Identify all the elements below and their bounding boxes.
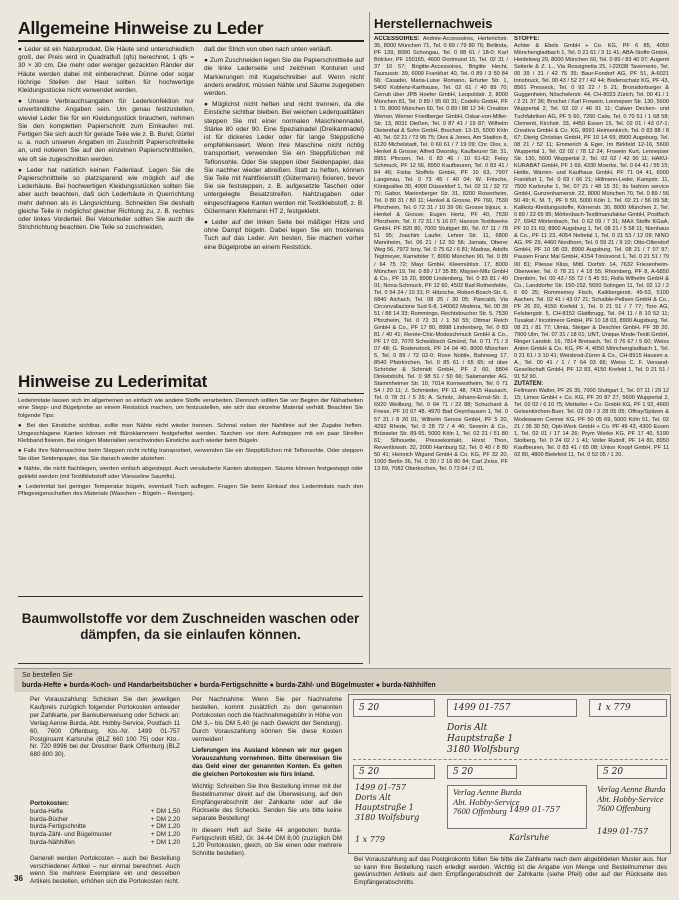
porto-title: Portokosten: (30, 800, 69, 807)
leder-para-7: Leder auf der linken Seite bei mäßiger Hitze und ohne Dampf bügeln. Dabei legen Sie ein trockenes Tuch auf das Leder. Am besten, Sie machen vorher eine Bügelprobe an einem Reststück. (204, 219, 365, 251)
order-header-items: burda-Hefte ● burda-Koch- und Handarbeitsbücher ● burda-Fertigschnitte ● burda-Zähl- und Bügelmuster ● burda-Nähhilfen (22, 682, 436, 689)
place: Karlsruhe (509, 833, 550, 842)
lederimitat-text (18, 398, 363, 502)
sender-name: Doris Alt (447, 723, 488, 733)
account-center: 1499 01-757 (509, 805, 561, 814)
bullet-icon: ● (18, 166, 25, 174)
porto-row: burda-Hefte + DM 1,50 (30, 807, 180, 815)
sender-name-copy: Doris Alt (355, 793, 391, 802)
sender-city-copy: 3180 Wolfsburg (355, 813, 420, 822)
porto-row: burda-Fertigschnitte + DM 1,20 (30, 823, 180, 831)
recipient-stamp: Verlag Aenne Burda Abt. Hobby-Service 7600 Offenburg (453, 787, 522, 816)
lederimitat-tip-1: ● Bei den Einstiche sichtbar, sollte man Nähte nicht wieder trennen. Schmal neben der Nahtlinie auf der Zugabe heften. Umgeschlagene Kanten können mit Büroklammern festgeheftet werden. Taschen vor dem Aufsteppen mit ein paar Streifen Klebband fixieren. Bei einigen Materialien verschwinden Einstiche auch wieder beim Bügeln. (18, 423, 363, 445)
stoffe-label: STOFFE: (514, 36, 540, 42)
column-divider (369, 12, 370, 664)
porto-row: burda-Bücher + DM 2,20 (30, 815, 180, 823)
stoffe-list: Achter & Ebels GmbH + Co. KG, PF 6 85, 4050 Mönchengladbach 1, Tel. 0 21 61 / 3 11 41; ABA-Stoffe GmbH, Heidelweg 29, 8000 München 60, Tel. 0 89 / 83 40 97; Augenti Seiterle & Z. L., Via Rossignetta 25, I-22038 Tavernerio, Tel. 00 39 / 31 / 42 75 35; Baur-Fondorf AG, PF 51, A-6021 Innsbruck, Tel. 00 43 / 52 27 / 42 44; Bodenschatz KG, PF 43, 8561 Presseck, Tel. 0 92 22 / 5 21; Bronsdorburger & Guggenheim, Nöschelerstr. 44, CH-8023 Zürich, Tel. 00 41 / 1 / 2 21 37 36; Brochet / Karl Frowein, Lennepser Str. 130, 5600 Wuppertal 2, Tel. 02 02 / 46 91 11; Calwer Decken- und Tuchfabriken AG, PF 5 60, 7260 Calw, Tel. 0 70 51 / 1 68 58; Clementi, Kirchstr. 33, 4450 Essen 15, Tel. 02 01 / 43 07-1; Creativa GmbH & Co. KG, 8991 Heimenkirch, Tel. 0 83 88 / 8 67; Dierig Christian GmbH, PF 10 14 69, 8900 Augsburg, Tel. 08 21 / 52 11; Emmerich & Eger, Im Birkfeld 12-16, 5600 Wuppertal 1, Tel. 02 02 / 78 12 24; Frowein Kurt, Lennepser Str. 130, 5600 Wuppertal 2, Tel. 02 02 / 42 90 11; HAKU-KURABAT GmbH, PF 1 69, 4330 Moerbz, Tel. 0 64 41 / 55 15; Hettle, Warren- und Kaufhaus GmbH, PF 71 04 41, 6000 Frankfurt 1, Tel. 0 69 / 66 21; Hillmann-Leder, Kampstr. 11, 7500 Karlsruhe 1, Tel. 07 21 / 48 15 31; Its fashion service GmbH, Gunzenhamerstr. 22, 8000 München 70, Tel. 0 89 / 56 50 49; K. M. T., PF 9 50, 5000 Köln 1, Tel. 02 21 / 56 09 58; Kalikotz-Kleidungsstoffe, Körnerstr. 30, 8000 München 2, Tel. 0 89 / 22 65 95; Mörlenbach-Textilmanufaktur GmbH, Postfach 27, 6942 Mörlenbach, Tel. 0 62 09 / 7 31; MAX Stoffe KGaA, PF 10 21 69, 8900 Augsburg 1, Tel. 08 21 / 5 58 11; Nienhaus & Co., PF 11 23, 4054 Nettetal 1, Tel. 0 21 53 / 12 09; NINO AG, PF 29, 4460 Nordhorn, Tel. 0 59 21 / 9 10; Otto-Ollendorf GmbH, PF 10 08 03, 8900 Augsburg, Tel. 08 21 / 7 07 97; Pausen Franz Mai GmbH, 4154 Tönisvorst 1, Tel. 0 21 51 / 79 00 81; Pliesse Kliss, Mittl. Dorfstr. 14, 7632 Friesenheim-Oberweier, Tel. 0 78 21 / 4 18 55; Rhomberg, PF 8, A-6850 Dornbirn, Tel. 00 43 / 55 72 / 5 45 51; Rolla Wilhelm GmbH & Co., Landdorfer Str. 150-152, 5650 Solingen 11, Tel. 02 12 / 2 6 60 25; Rommemey Fisch, Kalkbergerstr. 49-53, 5100 Aachen, Tel. 02 41 / 43 07 21; Schaible-Pellsen GmbH & Co., PF 26 20, 4150 Krefeld 1, Tel. 0 21 51 / 7 77; Toro AG, Felsbergstr. 5, CH-8152 Glattbrugg, Tel. 04 11 / 8 10 52 11; Tusakat / Incotimeor GmbH, PF 10 18 03, 8900 Augsburg, Tel. 08 21 / 81 77; Ulmia, Steiger & Deschler GmbH, PF 38 20, 7900 Ulm, Tel. 07 31 / 18 01; UNT, Unique Mode-Textil GmbH, Ringer Landstr. 16, 7814 Breisach, Tel. 0 76 67 / 5 60; Weiss Anton GmbH & Co. KG, PF 4, 4050 Mönchengladbach 1, Tel. 0 21 61 / 3 10 41; Weisbrod-Zürrer & Co., CH-8915 Hausen a. A., Tel. 00 41 / 1 / 7 64 03 66; Weiss C. F. Versand-Gesellschaft GmbH, PF 12 83, 4150 Krefeld 1, Tel. 0 21 51 / 91 52 90. (514, 43, 669, 381)
order-header (14, 668, 671, 692)
leder-para-6: Möglichst nicht heften und nicht trennen, da die Einstiche sichtbar bleiben. Bei weichen Lederqualitäten steppen Sie mit einer normalen Maschinennadel, Stärke 80 oder 90. Eine Spezialnadel (Dreikantnadel) ist für dickeres Leder oder für lange Steppstiche empfehlenswert. Wenn Ihre Maschine nicht richtig transportiert, verwenden Sie ein Steppfüßchen mit Teflonsohle. Oder Sie steppen über Seidenpapier, das Sie nachher wieder abreißen. Statt zu heften, können Sie Teile mit Nahtfixierstift (Gütermann) fixieren, bevor Sie sie feststeppen, z. B. aufgesetzte Taschen oder untergelegte Besatzstreifen. Nahtzugaben oder eingeschlagene Kanten werden mit Textilklebstoff, z. B. Gütermann Klebmann HT 2, festgeklebt. (204, 101, 364, 215)
bullet-icon: ● (18, 98, 27, 106)
page-number: 36 (14, 874, 23, 883)
order-ref-top: 1 x 779 (597, 703, 631, 713)
sender-street: Hauptstraße 1 (447, 734, 514, 744)
bullet-icon: ● (204, 101, 211, 109)
amount-mid: 5 20 (359, 767, 380, 777)
lederimitat-intro: Lederimitate lassen sich im allgemeinen so einfach wie andere Stoffe verarbeiten. Dennoch sollten Sie vor Beginn der Näharbeiten eine Stepp- und Bügelprobe an einem Reststück machen, um festzustellen, wie sich das einzelne Material verhält. Beachten Sie folgende Tips: (18, 398, 363, 419)
lederimitat-tip-2: ● Falls Ihre Nähmaschine beim Steppen nicht richtig transportiert, verwenden Sie ein Steppfüßchen mit Teflonsohle. Oder steppen Sie über Seidenpapier, das Sie danach wieder abziehen. (18, 448, 363, 462)
nachnahme-text: Per Nachnahme: Wenn Sie per Nachnahme bestellen, kommt zusätzlich zu den genannten Portokosten noch die Nachnahmegebühr in Höhe von DM 3,– bis DM 5,40 (je nach Gewicht der Sendung). Durch Vorauszahlung können Sie diese Kosten vermeiden! (192, 696, 342, 743)
angebot-text: In diesem Heft auf Seite 44 angeboten: burda-Fertigschnitt 6582, Gr. 34-44 DM 8,00 (zuzüglich DM 1,20 Portokosten, gleich, ob Sie einen oder mehrere Schnitte bestellen). (192, 826, 342, 858)
amount-left: 5 20 (359, 703, 380, 713)
section-title-hersteller: Herstellernachweis (374, 16, 493, 31)
order-ref-bottom: 1 x 779 (355, 835, 385, 844)
stoffe-column (514, 36, 669, 664)
account-number: 1499 01-757 (453, 703, 511, 713)
baumwolle-note: Baumwollstoffe vor dem Zuschneiden waschen oder dämpfen, da sie einlaufen können. (18, 596, 363, 664)
recipient-stamp-right: Verlag Aenne Burda Abt. Hobby-Service 7600 Offenburg (597, 784, 666, 813)
title-underline (18, 393, 364, 394)
porto-note: Generell werden Portokosten – auch bei Bestellung verschiedener Artikel – nur einmal berechnet. Auch wenn Sie mehrere Exemplare ein und desselben Artikels bestellen, erhöhen sich die Portokosten nicht. (30, 854, 180, 886)
form-divider (353, 759, 668, 760)
header-item: burda-Fertigschnitte (199, 682, 268, 689)
sender-city: 3180 Wolfsburg (447, 745, 520, 755)
sender-street-copy: Hauptstraße 1 (355, 803, 414, 812)
porto-row: burda-Nähhilfen + DM 1,20 (30, 838, 180, 846)
porto-row: burda-Zähl- und Bügelmuster + DM 1,20 (30, 831, 180, 839)
zahlkarte-note: Bei Vorauszahlung auf das Postgirokonto füllen Sie bitte die Zahlkarte nach dem abgebildeten Muster aus. Nur so kann Ihre Bestellung rasch erledigt werden. Wichtig ist die Angabe von Menge und Bestellnummer des gewünschten Artikels auf dem Empfängerabschnitt der Zahlkarte (siehe Pfeil) oder auf der Rückseite des Empfängerabschnitts. (354, 856, 667, 887)
vorauszahlung-text: Per Vorauszahlung: Schicken Sie den jeweiligen Kaufpreis zuzüglich folgender Portokosten entweder per Zahlkarte, per Bankuberweisung oder Scheck an: Verlag Aenne Burda, Abt. Hobby-Service, Postfach 11 60, 7600 Offenburg, Kto.-Nr. 1499 01-757 Postgiroamt Karlsruhe (BLZ 660 100 75) oder Kto.-Nr. 720 8996 bei der Dresdner Bank Offenburg (BLZ 680 800 30). (30, 696, 180, 759)
section-title-lederimitat: Hinweise zu Lederimitat (18, 372, 208, 391)
amount-right: 5 20 (603, 767, 624, 777)
accessoires-label: ACCESSOIRES: (374, 36, 420, 42)
lederimitat-tip-3: ● Nähte, die nicht flachliegen, werden einfach abgesteppt. Auch versäuberte Kanten absteppen. Säume können festgesteppt oder geklebt werden (mit Textilklebstoff oder Vliesseline Saumfix). (18, 466, 363, 480)
title-underline (374, 33, 669, 34)
zutaten-label: ZUTATEN: (514, 381, 544, 388)
lederimitat-tip-4: ● Lederimitat bei geringer Temperatur bügeln, eventuell Tuch auflegen. Fragen Sie beim Einkauf des Lederimitats nach den Pflegeeigenschaften des Materials (Waschen – Bügeln – Reinigen). (18, 484, 363, 498)
account-copy: 1499 01-757 (355, 783, 407, 792)
section-title-leder: Allgemeine Hinweise zu Leder (18, 18, 264, 38)
bullet-icon: ● (204, 219, 210, 227)
bullet-icon: ● (18, 46, 23, 53)
zahlkarte-form (348, 694, 671, 854)
porto-table (30, 800, 180, 886)
amount-center: 5 20 (453, 767, 474, 777)
leder-para-2: Unsere Verbrauchsangaben für Lederkonfektion nur unverbindliche Angaben sein. Um genau festzustellen, wieviel Leder Sie für ein Kleidungsstück brauchen, nehmen Sie den kompletten Papierschnitt zum Einkaufen mit. Fertigen Sie sich auch für gerade Teile wie z. B. Bund, Gürtel u. a. noch unseren Angaben im Zuschnitt Papierschnitteile an, und notieren Sie auf den einzelnen Papierschnittteilen, wie oft sie zugeschnitten werden. (18, 98, 194, 163)
accessoires-list: Andrée-Accessoires, Herterichstr. 35, 8000 München 71, Tel. 0 89 / 79 80 76; Bellinda, PF 139, 8990 Schongau, Tel. 0 88 61 / 18-0; Karl Bölcker, PF 150165, 4600 Dortmund 15, Tel. 02 31 / 37 10 57; Brigitte-Accessoires, Brigitte Hecht, Taunusstr. 39, 6000 Frankfurt 40, Tel. 0 89 / 3 50 84 66; Casadei, Maria-Luise Romano, Erfurter Str. 1, 5400 Koblenz-Karthause, Tel. 02 61 / 40 89 70; Cerruti über JPB Hoefer GmbH, Leopoldstr. 2, 8000 München 81, Tel. 0 89 / 95 60 31; Codello GmbH, PF 1 70, 8000 München 60, Tel. 0 89 / 88 12 34; Creation Werner, Werner Friedberger GmbH, Oskar-von-Miller-Str. 13, 8031 Dießen, Tel. 0 87 41 / 19 87; Wilhelm Dietenthal & Sohn GmbH, Bruchstr. 13-15, 5000 Köln 40, Tel. 02 21 / 73 95 75; Dies & Jones, Am Stadion 8, 6120 Michelstadt, Tel. 0 60 61 / 7 19 09; Chr. Dior, s. Henkel & Grosse; Alfred Dworsky, Kaufbeurer Str. 31, 8951 Pforzen, Tel. 0 83 46 / 10 61-62; Feisy Schmuck, PF 12 56, 8950 Kaufbeuren, Tel. 0 83 41 / 84 46; Fisba Stoffels GmbH, PF 10 63, 7907 Langenau, Tel. 0 73 45 / 40 04; W. Fritsche, Königsallee 30, 4000 Düsseldorf 1, Tel. 02 11 / 32 72 70; Gabor, Marienberger Str. 31, 8200 Rosenheim, Tel. 0 80 31 / 80 11; Henkel & Grosse, PF 760, 7530 Pforzheim, Tel. 0 72 31 / 10 39 06; Grosse bijoux, s. Henkel & Grosse; Eugen Hertz, PF 40, 7530 Pforzheim, Tel. 0 72 31 / 5 16 07; Hanson Textilwerke GmbH, PF 820 80, 7000 Stuttgart 80, Tel. 07 11 / 78 51 95; Joachim Laufer, Lehrer Str. 11, 6800 Mannheim, Tel. 06 21 / 12 50 56; Jamais, Oberer Weg 56, 7972 Isny, Tel. 0 75 62 / 6 81; Madras, Adolfs Tegtmeyer, Karnebiter 7, 8000 München 90, Tel. 0 89 / 64 75 72; Mayr GmbH, Kleemühlstr. 17, 8000 München 19, Tel. 0 89 / 17 35 85; Mayser-Milz GmbH & Co., PF 15 20, 8998 Lindenberg, Tel. 0 83 81 / 40 01; Nona-Schmuck, PF 12 60, 4502 Bad Rothenfelde, Tel. 0 54 24 / 10 31; P. Hitzsche, Robert-Bosch-Str. 6, 6840 Aichach, Tel. 08 25 / 30 05; Pancaldi, Via Circonvallazione Sud 6-8, 140062 Modena, Tel. 00 39 51 / 88 14 33; Rommingo, Rechtsbrucher Str. 5, 7530 Pforzheim, Tel. 0 72 31 / 1 50 55; Ottmar Reich GmbH & Co., PF 17 80, 8998 Lindenberg, Tel. 0 83 81 / 40 41; Renée-Chic-Modeschmuck GmbH & Co., PF 17 02, 7070 Schwäbisch Gmünd, Tel. 0 71 71 / 3 07 48; G. Rodenstock, PF 14 04 40, 8000 München 5, Tel. 0 89 / 72 02-0; Rose Nobile, Bahnweg 17, 8540 Pfatrkirchen, Tel. 0 85 61 / 65 65; rd über Schröder & Schmidt GmbH, PF 2 60, 8804 Dinkelsbühl, Tel. 0 98 51 / 50 66; Salamander AG, Stammheimer Str. 10, 7014 Kornwestheim, Tel. 0 71 54 / 20 11; J. Schmieder, PF 11 48, 7415 Hausach, Tel. 0 78 31 / 5 26; A. Scholz, Johann-Ernst-Str. 3, 6920 Weilburg, Tel. 0 64 71 / 22 88; Schuchard & Friese, PF 10 07 48, 4970 Bad Oeynhausen 1, Tel. 0 57 31 / 8 20 01; Wilhelm Servos GmbH, PF 5 20, 4292 Rhede, Tel. 0 28 72 / 4 46; Severin & Co., Brüsseler Str. 89-95, 5000 Köln 1, Tel. 02 21 / 51 80 61; Silhouette, Pressekontakt, Horst Thon, Reventlowstr. 32, 2000 Hamburg 52, Tel. 0 40 / 8 80 50 41; Heinrich Wigand GmbH & Co. KG, PF 32 20, 1000 Berlin 36, Tel. 0 30 / 2 16 80 84; Carl Zeiss, PF 13 69, 7082 Oberkochen, Tel. 0 73 64 / 2 01. (374, 36, 508, 472)
leder-para-5: Zum Zuschneiden legen Sie die Papierschnittteile auf die linke Lederseite und zeichnen Konturen und Markierungen mit Kugelschreiber auf. Wenn nicht anders erwähnt, müssen Nähte und Säume zugegeben werden. (204, 57, 364, 98)
bullet-icon: ● (204, 57, 208, 65)
order-header-title: So bestellen Sie (22, 672, 73, 679)
header-item: burda-Zähl- und Bügelmuster (275, 682, 374, 689)
leder-para-4: daß der Strich von oben nach unten verläuft. (204, 46, 333, 53)
nachnahme-column (192, 696, 342, 858)
account-right: 1499 01-757 (597, 827, 649, 836)
leder-column-a (18, 46, 194, 232)
header-item: burda-Koch- und Handarbeitsbücher (69, 682, 192, 689)
accessoires-column (374, 36, 508, 664)
title-underline (18, 40, 364, 42)
zutaten-list: Fellmann Walter, PF 26 35, 7000 Stuttgart 1, Tel. 07 11 / 29 12 15; Limes GmbH + Co. KG, PF 20 87 27, 5600 Wuppertal 2, Tel. 02 02 / 6 10 75; Mettwiler + Co. GmbH KG, PF 1 92, 4660 Gelsenkirchen-Buer, Tel. 02 09 / 3 28 05 05; Offray/Spitzen & Modewaren Cremer KG, PF 50 05 69, 5000 Köln 51, Tel. 02 21 / 36 30 50; Opti-Werk GmbH + Co. PF 49 43, 4300 Essen 1, Tel. 02 01 / 17 14 26; Prym Werke KG, PF 17 40, 5190 Stolberg, Tel. 0 24 02 / 1 41; Voller Rudolf, PF 14 80, 8950 Kaufbeuren, Tel. 0 83 41 / 65 08; Union Knopf GmbH, PF 11 02 80, 4800 Bielefeld 11, Tel. 0 52 05 / 1 20. (514, 388, 669, 458)
header-item: burda-Nähhilfen (381, 682, 436, 689)
leder-column-b (204, 46, 364, 252)
header-item: burda-Hefte (22, 682, 62, 689)
leder-para-3: Leder hat natürlich keinen Fadenlauf. Legen Sie die Papierschnittteile so platzsparend wie möglich auf die Lederhäute. Bei hochwertigen Kleidungsstücken sollten Sie aber auch beachten, daß sich Lederhäute in Querrichtung mehr dehnen als in Längsrichtung. Schneiden Sie deshalb gleiche Teile in möglichst gleicher Richtung zu, z. B. rechtes oder linkes Vorderteil. Bei Velourleder sollten Sie auch die Strichrichtung beachten. Die Teile so zuschneiden, (18, 166, 194, 232)
ausland-text: Lieferungen ins Ausland können wir nur gegen Vorauszahlung vornehmen. Bitte überweisen Sie das Geld einer der genannten Konten. Es gelten die gleichen Portokosten wie fürs Inland. (192, 747, 342, 779)
leder-para-1: Leder ist ein Naturprodukt. Die Häute sind unterschiedlich groß, der Preis wird in Quadratfuß (qfs) berechnet, 1 qfs = 30 × 30 cm. Die mehr oder weniger gezackten Ränder der Häute werden dabei mit einberechnet. Dünne oder sogar löchrige Stellen der Haut sollten für hochwertige Kleidungsstücke nicht verwendet werden. (18, 46, 194, 95)
wichtig-text: Wichtig: Schreiben Sie Ihre Bestellung immer mit der Bestellnummer direkt auf die Überweisung, auf den Empfängerabschnitt der Zahlkarte oder auf die Rückseite des Schecks. Senden Sie uns bitte keine separate Bestellung! (192, 783, 342, 822)
